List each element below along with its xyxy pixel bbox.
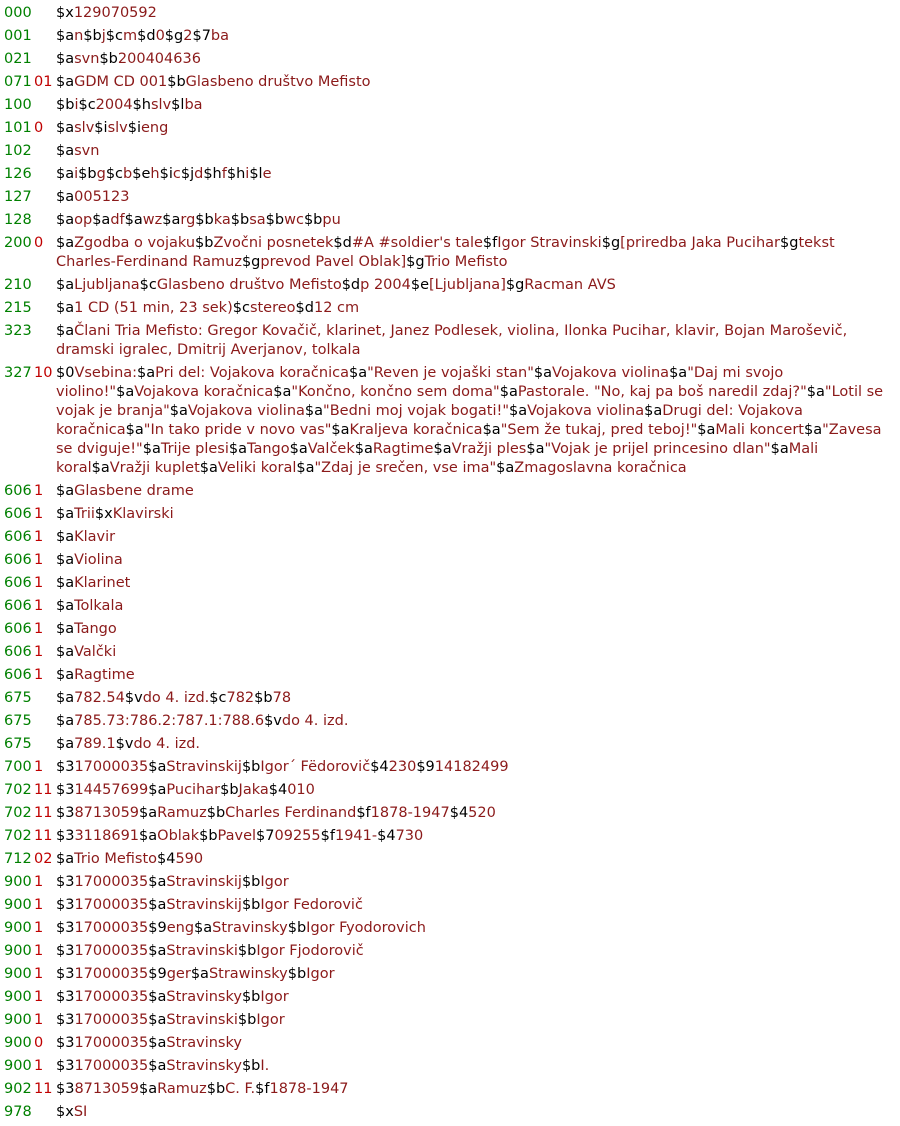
field-tag: 900 [4,1012,32,1028]
field-indicators: 0 [34,235,44,251]
field-row [4,505,898,524]
field-content: $a782.54$vdo 4. izd.$c782$b78 [56,690,292,706]
field-indicators: 1 [34,483,44,499]
field-row [4,299,898,318]
field-row [4,643,898,662]
field-content: $317000035$aStravinski$bIgor Fjodorovič [56,943,364,959]
field-tag: 900 [4,989,32,1005]
field-indicators: 1 [34,644,44,660]
field-indicators: 11 [34,1081,53,1097]
field-row [4,276,898,295]
field-content: $aRagtime [56,667,135,683]
field-indicators: 1 [34,575,44,591]
field-content: $a005123 [56,189,130,205]
field-content: $aop$adf$awz$arg$bka$bsa$bwc$bpu [56,212,341,228]
field-tag: 210 [4,277,32,293]
field-tag: 606 [4,598,32,614]
field-row [4,96,898,115]
field-tag: 900 [4,1035,32,1051]
field-content: $38713059$aRamuz$bCharles Ferdinand$f1878-1947$4520 [56,805,496,821]
field-content: $asvn [56,143,100,159]
field-row [4,988,898,1007]
field-content: $317000035$aStravinskij$bIgor Fedorovič [56,897,363,913]
field-tag: 712 [4,851,32,867]
field-tag: 128 [4,212,32,228]
field-tag: 606 [4,621,32,637]
field-tag: 978 [4,1104,32,1120]
field-tag: 900 [4,874,32,890]
field-content: $x129070592 [56,5,157,21]
field-tag: 606 [4,506,32,522]
field-tag: 702 [4,828,32,844]
field-tag: 606 [4,575,32,591]
field-indicators: 1 [34,529,44,545]
field-indicators: 1 [34,874,44,890]
field-content: $aValčki [56,644,117,660]
field-content: $bi$c2004$hslv$lba [56,97,203,113]
field-tag: 900 [4,966,32,982]
field-indicators: 1 [34,897,44,913]
field-content: $317000035$aStravinski$bIgor [56,1012,285,1028]
field-row [4,781,898,800]
field-tag: 700 [4,759,32,775]
field-tag: 001 [4,28,32,44]
field-tag: 000 [4,5,32,21]
field-indicators: 10 [34,365,53,381]
field-row [4,873,898,892]
field-row [4,758,898,777]
field-tag: 675 [4,690,32,706]
field-tag: 606 [4,644,32,660]
field-row [4,211,898,230]
field-indicators: 1 [34,1012,44,1028]
field-indicators: 1 [34,759,44,775]
field-row [4,1080,898,1099]
field-row [4,27,898,46]
field-tag: 675 [4,736,32,752]
field-content: $aslv$islv$ieng [56,120,169,136]
field-indicators: 1 [34,598,44,614]
field-content: $ai$bg$cb$eh$ic$jd$hf$hi$le [56,166,272,182]
field-indicators: 11 [34,805,53,821]
field-content: $38713059$aRamuz$bC. F.$f1878-1947 [56,1081,349,1097]
field-content: $314457699$aPucihar$bJaka$4010 [56,782,315,798]
field-tag: 900 [4,943,32,959]
field-row [4,322,898,360]
marc-record [4,4,898,1126]
field-tag: 900 [4,1058,32,1074]
field-content: $317000035$aStravinskij$bIgor´ Fëdorovič$4230$914182499 [56,759,509,775]
field-row [4,50,898,69]
field-row [4,896,898,915]
field-row [4,735,898,754]
field-row [4,804,898,823]
field-row [4,620,898,639]
field-tag: 606 [4,552,32,568]
field-tag: 126 [4,166,32,182]
field-row [4,551,898,570]
field-row [4,482,898,501]
field-tag: 606 [4,529,32,545]
field-content: $317000035$9eng$aStravinsky$bIgor Fyodorovich [56,920,426,936]
field-row [4,142,898,161]
field-tag: 702 [4,805,32,821]
field-content: $aTango [56,621,117,637]
field-tag: 100 [4,97,32,113]
field-content: $a1 CD (51 min, 23 sek)$cstereo$d12 cm [56,300,360,316]
field-content: $aKlavir [56,529,116,545]
field-content: $317000035$aStravinsky$bIgor [56,989,289,1005]
field-row [4,4,898,23]
field-row [4,1011,898,1030]
field-indicators: 02 [34,851,53,867]
field-indicators: 1 [34,943,44,959]
field-content: $33118691$aOblak$bPavel$709255$f1941-$4730 [56,828,424,844]
field-indicators: 1 [34,966,44,982]
field-indicators: 1 [34,667,44,683]
field-tag: 900 [4,920,32,936]
field-row [4,712,898,731]
field-content: $xSI [56,1104,88,1120]
field-row [4,574,898,593]
field-content: $asvn$b200404636 [56,51,201,67]
field-row [4,827,898,846]
field-indicators: 1 [34,1058,44,1074]
field-row [4,689,898,708]
field-row [4,119,898,138]
field-tag: 900 [4,897,32,913]
field-content: $aTolkala [56,598,124,614]
field-tag: 702 [4,782,32,798]
field-tag: 071 [4,74,32,90]
field-row [4,188,898,207]
field-row [4,364,898,478]
field-tag: 102 [4,143,32,159]
field-indicators: 1 [34,989,44,1005]
field-content: $an$bj$cm$d0$g2$7ba [56,28,230,44]
field-row [4,528,898,547]
field-tag: 127 [4,189,32,205]
field-content: $0Vsebina:$aPri del: Vojakova koračnica$a"Reven je vojaški stan"$aVojakova violina$a"Daj mi svojo violino!"$aVojakova koračnica$a"Končno, končno sem doma"$aPastorale. "No, kaj pa boš naredil zdaj?"$a"Lotil se vojak je branja"$aVojakova violina$a"Bedni moj vojak bogati!"$aVojakova violina$aDrugi del: Vojakova koračnica$a"In tako pride v novo vas"$aKraljeva koračnica$a"Sem že tukaj, pred teboj!"$aMali koncert$a"Zavesa se dviguje!"$aTrije plesi$aTango$aValček$aRagtime$aVražji ples$a"Vojak je prijel princesino dlan"$aMali koral$aVražji kuplet$aVeliki koral$a"Zdaj je srečen, vse ima"$aZmagoslavna koračnica [56,365,884,476]
field-content: $aViolina [56,552,123,568]
field-indicators: 1 [34,920,44,936]
field-indicators: 1 [34,552,44,568]
field-tag: 021 [4,51,32,67]
field-row [4,597,898,616]
field-tag: 215 [4,300,32,316]
field-content: $aGlasbene drame [56,483,194,499]
field-row [4,666,898,685]
field-content: $317000035$9ger$aStrawinsky$bIgor [56,966,335,982]
field-indicators: 01 [34,74,53,90]
field-row [4,165,898,184]
field-row [4,942,898,961]
field-tag: 323 [4,323,32,339]
field-row [4,850,898,869]
field-row [4,1103,898,1122]
field-content: $317000035$aStravinskij$bIgor [56,874,289,890]
field-row [4,1034,898,1053]
field-content: $aTrii$xKlavirski [56,506,174,522]
field-indicators: 11 [34,828,53,844]
field-tag: 327 [4,365,32,381]
field-row [4,73,898,92]
field-tag: 101 [4,120,32,136]
field-content: $a785.73:786.2:787.1:788.6$vdo 4. izd. [56,713,349,729]
field-row [4,919,898,938]
field-tag: 606 [4,483,32,499]
field-indicators: 11 [34,782,53,798]
field-indicators: 0 [34,1035,44,1051]
field-tag: 675 [4,713,32,729]
field-content: $aČlani Tria Mefisto: Gregor Kovačič, klarinet, Janez Podlesek, violina, Ilonka Pucihar, klavir, Bojan Maroševič, dramski igralec, Dmitrij Averjanov, tolkala [56,323,848,358]
field-content: $aKlarinet [56,575,131,591]
field-tag: 200 [4,235,32,251]
field-row [4,965,898,984]
field-content: $317000035$aStravinsky [56,1035,242,1051]
field-tag: 902 [4,1081,32,1097]
field-indicators: 0 [34,120,44,136]
field-content: $aGDM CD 001$bGlasbeno društvo Mefisto [56,74,371,90]
field-content: $aTrio Mefisto$4590 [56,851,204,867]
field-row [4,1057,898,1076]
field-content: $aZgodba o vojaku$bZvočni posnetek$d#A #soldier's tale$fIgor Stravinski$g[priredba Jaka Pucihar$gtekst Charles-Ferdinand Ramuz$gprevod Pavel Oblak]$gTrio Mefisto [56,235,835,270]
field-indicators: 1 [34,621,44,637]
field-tag: 606 [4,667,32,683]
field-content: $317000035$aStravinsky$bI. [56,1058,270,1074]
field-content: $aLjubljana$cGlasbeno društvo Mefisto$dp 2004$e[Ljubljana]$gRacman AVS [56,277,616,293]
field-content: $a789.1$vdo 4. izd. [56,736,201,752]
field-row [4,234,898,272]
field-indicators: 1 [34,506,44,522]
